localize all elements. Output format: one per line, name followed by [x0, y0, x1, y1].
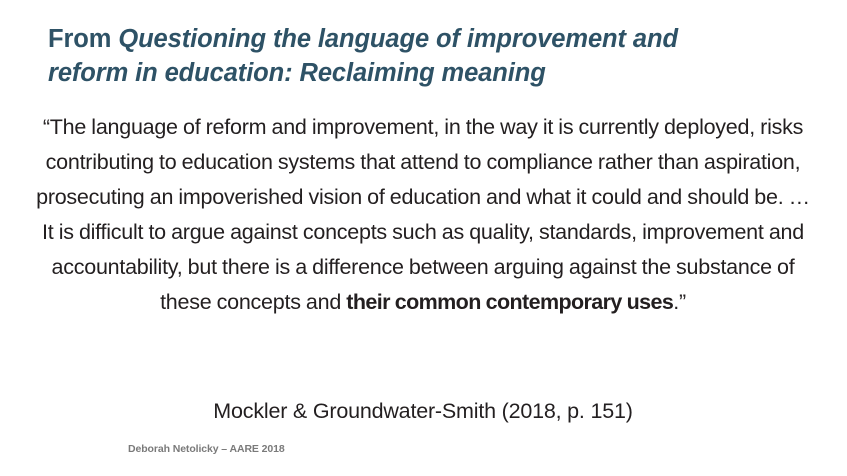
quote-attribution: Mockler & Groundwater-Smith (2018, p. 151): [213, 399, 633, 423]
title-prefix: From: [48, 25, 119, 53]
quote-paragraph: [28, 110, 818, 320]
quote-text-emphasis: their common contemporary uses: [346, 290, 674, 314]
title-line-1: [48, 22, 808, 56]
title-italic-line-1: Questioning the language of improvement and: [118, 25, 678, 53]
slide-footer: Deborah Netolicky – AARE 2018: [128, 443, 285, 455]
quote-text-tail: .”: [673, 290, 686, 314]
quote-block: [28, 110, 818, 320]
title-italic-line-2: reform in education: Reclaiming meaning: [48, 59, 546, 87]
quote-text-main: “The language of reform and improvement, in the way it is currently deployed, risks contributing to education systems that attend to compliance rather than aspiration, prosecuting an impoverished vision of education and what it could and should be. … It is difficult to argue against concepts such as quality, standards, improvement and accountability, but there is a difference between arguing against the substance of these concepts and: [36, 115, 810, 314]
slide-title: [48, 22, 808, 90]
